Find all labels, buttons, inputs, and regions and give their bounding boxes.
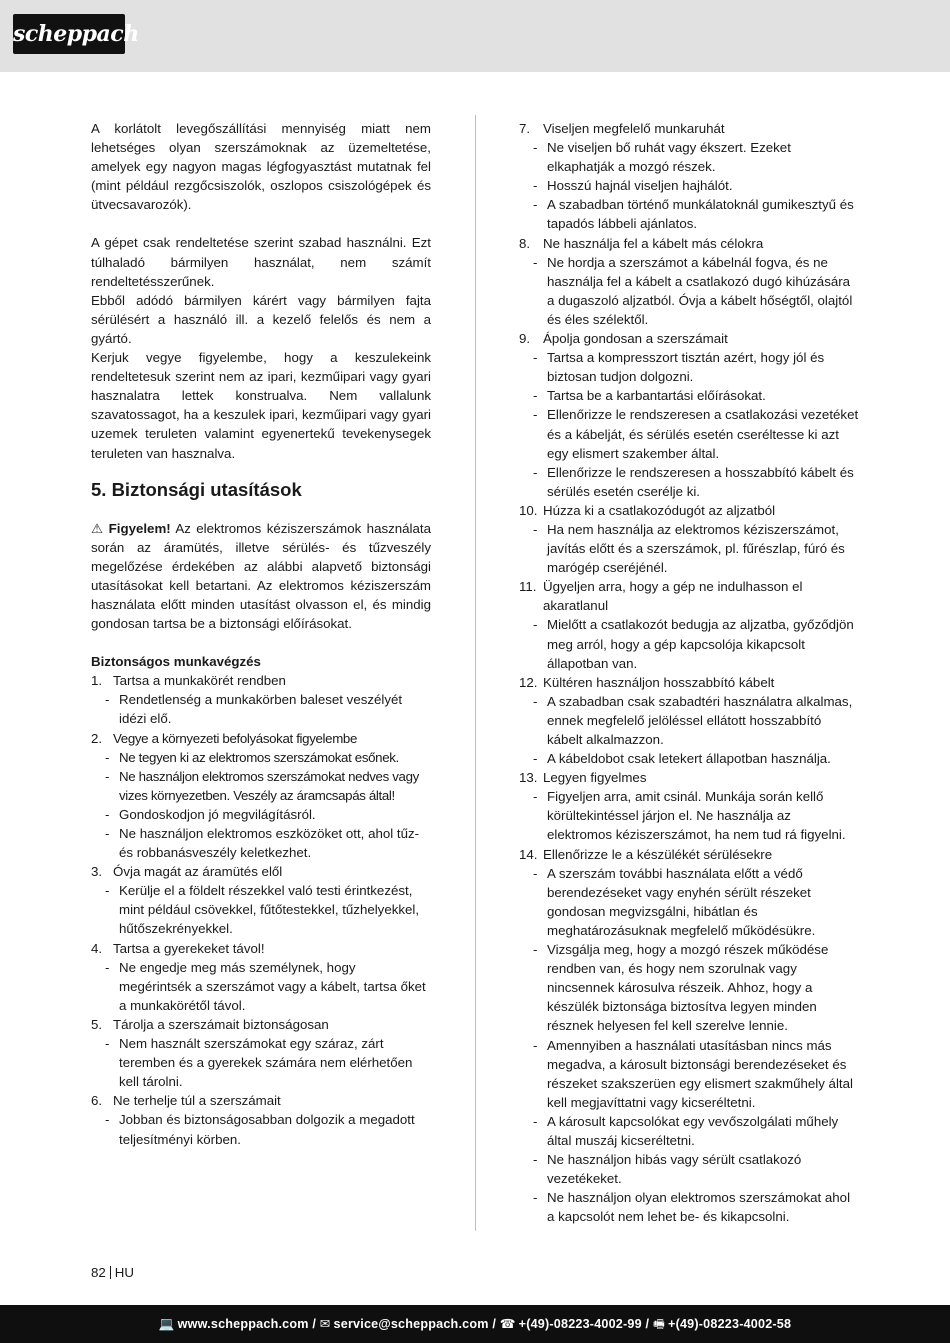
list-subitem: - Ne engedje meg más személynek, hogy megérintsék a szerszámot vagy a kábelt, tartsa őket a munkakörétől távol. [105,959,426,1013]
list-item: 10. Húzza ki a csatlakozódugót az aljzatból [519,502,776,518]
footer-bar: 💻 www.scheppach.com / ✉ service@scheppach.com / ☎ +(49)-08223-4002-99 / 🖷 +(49)-08223-4002-58 [0,1305,950,1343]
intro-paragraph-2: A gépet csak rendeltetése szerint szabad használni. Ezt túlhaladó bármilyen használat, nem számít rendeltetésszerűnek. [91,235,431,289]
page-number-value: 82 [91,1265,106,1280]
left-list [91,671,431,1148]
list-item: 3. Óvja magát az áramütés elől [91,864,283,880]
list-subitem: - A kábeldobot csak letekert állapotban használja. [533,751,831,767]
footer-fax: +(49)-08223-4002-58 [668,1317,792,1331]
list-subitem: - Nem használt szerszámokat egy száraz, zárt teremben és a gyerekek számára nem elérhetően kell tárolni. [105,1036,413,1090]
list-subitem: - A szerszám további használata előtt a védő berendezéseket vagy enyhén sérült részeket gondosan megvizsgálni, hibátlan és meghatározásuknak megfelelő működésükre. [533,865,816,938]
list-subitem: - Ha nem használja az elektromos kéziszerszámot, javítás előtt és a szerszámok, pl. fűrészlap, fúró és marógép cseréjénél. [533,521,845,576]
computer-icon: 💻 [158,1317,175,1331]
list-item: 11. Ügyeljen arra, hogy a gép ne indulhasson el akaratlanul [519,579,803,614]
list-item: 8. Ne használja fel a kábelt más célokra [519,235,764,251]
list-item: 2. Vegye a környezeti befolyásokat figyelembe [91,730,358,746]
list-subitem: - Gondoskodjon jó megvilágításról. [105,806,316,822]
section-title: 5. Biztonsági utasítások [91,478,302,500]
intro-paragraph-4: Kerjuk vegye figyelembe, hogy a keszulekeink rendeltetesuk szerint nem az ipari, kezműipari vagy gyari hasznalatra lettek konstrualva. Nem vallalunk szavatossagot, ha a keszulek ipari, kezműipari vagy gyari uzemek teruleten valamint egyenertekű tevekenysegek teruleten van hasznalva. [91,350,431,461]
warning-label: Figyelem! [108,520,171,536]
warning-paragraph [91,519,431,634]
list-subitem: - Ne tegyen ki az elektromos szerszámokat esőnek. [105,749,399,765]
footer-website[interactable]: www.scheppach.com [177,1317,309,1331]
list-subitem: - Ne használjon olyan elektromos szerszámokat ahol a kapcsolót nem lehet be- és kikapcsolni. [533,1190,851,1225]
list-subitem: - Kerülje el a földelt részekkel való testi érintkezést, mint például csövekkel, fűtőtestekkel, tűzhelyekkel, hűtőszekrényekkel. [105,883,420,937]
page-language: HU [114,1265,135,1280]
list-subitem: - Tartsa be a karbantartási előírásokat. [533,388,766,404]
header-band [0,0,950,72]
column-divider [475,115,476,1231]
list-subitem: - Vizsgálja meg, hogy a mozgó részek működése rendben van, és hogy nem szorulnak vagy nincsennek károsulva részeik. Ahhoz, hogy a készülék biztonsága biztosítva legyen minden résznek helyesen fel kell szerelve lennie. [533,942,829,1034]
list-subitem: - Amennyiben a használati utasításban nincs más megadva, a károsult biztonsági berendezéseket és részeket szakszerüen egy elismert szakműhely által kell megjavíttatni vagy kicseréltetni. [533,1037,853,1110]
list-item: 7. Viseljen megfelelő munkaruhát [519,121,725,136]
list-subitem: - Ne használjon elektromos szerszámokat nedves vagy vizes környezetben. Veszély az áramcsapás által! [105,768,419,803]
scheppach-logo: scheppach [13,14,125,54]
list-item: 5. Tárolja a szerszámait biztonságosan [91,1016,329,1032]
list-subitem: - Ne viseljen bő ruhát vagy ékszert. Ezeket elkaphatják a mozgó részek. [533,140,791,175]
list-subitem: - Ellenőrizze le rendszeresen a csatlakozási vezetéket és a kábelját, és sérülés esetén cseréltesse ki azt egy elismert szakember által. [533,407,859,461]
list-subitem: - Ellenőrizze le rendszeresen a hosszabbító kábelt és sérülés esetén cserélje ki. [533,464,854,499]
list-subitem: - Tartsa a kompresszort tisztán azért, hogy jól és biztosan tudjon dolgozni. [533,350,825,385]
list-subitem: - Figyeljen arra, amit csinál. Munkája során kellő körültekintéssel járjon el. Ne használja az elektromos kéziszerszámot, ha nem tud rá figyelni. [533,789,846,843]
list-subitem: - Ne hordja a szerszámot a kábelnál fogva, és ne használja fel a kábelt a csatlakozó dugó kihúzására a dugaszoló aljzatból. Óvja a kábelt hőségtől, olajtól és éles szélektől. [533,254,853,327]
list-item: 4. Tartsa a gyerekeket távol! [91,940,265,956]
list-item: 1. Tartsa a munkakörét rendben [91,673,286,689]
intro-paragraph-3: Ebből adódó bármilyen kárért vagy bármilyen fajta sérülésért a használó ill. a kezelő felelős és nem a gyártó. [91,292,431,346]
list-item: 13. Legyen figyelmes [519,770,647,786]
sub-heading: Biztonságos munkavégzés [91,654,261,670]
list-subitem: - A károsult kapcsolókat egy vevőszolgálati műhely által muszáj kicseréltetni. [533,1113,839,1148]
fax-icon: 🖷 [652,1317,666,1331]
page-separator [110,1266,111,1279]
page-number [91,1265,134,1280]
warning-icon: ⚠ [91,520,105,536]
list-subitem: - A szabadban csak szabadtéri használatra alkalmas, ennek megfelelő jelöléssel ellátott hosszabbító kábelt alkalmazzon. [533,693,853,747]
list-item: 12. Kültéren használjon hosszabbító kábelt [519,674,775,690]
left-column [91,119,431,1149]
footer-phone: +(49)-08223-4002-99 [518,1317,642,1331]
list-item: 6. Ne terhelje túl a szerszámait [91,1093,281,1109]
list-subitem: - A szabadban történő munkálatoknál gumikesztyű és tapadós lábbeli ajánlatos. [533,197,854,232]
list-subitem: - Rendetlenség a munkakörben baleset veszélyét idézi elő. [105,692,403,727]
intro-paragraph-1: A korlátolt levegőszállítási mennyiség miatt nem lehetséges olyan szerszámoknak az üzemeltetése, amelyek egy nagyon magas légfogyasztást mutatnak fel (mint például rezgőcsiszolók, oszlopos csiszológépek és ütvecsavarozók). [91,121,431,213]
list-subitem: - Mielőtt a csatlakozót bedugja az aljzatba, győződjön meg arról, hogy a gép kapcsolója kikapcsolt állapotban van. [533,617,854,671]
list-item: 9. Ápolja gondosan a szerszámait [519,331,728,347]
list-subitem: - Jobban és biztonságosabban dolgozik a megadott teljesítményi körben. [105,1112,415,1147]
list-item: 14. Ellenőrizze le a készülékét sérülésekre [519,846,773,862]
warning-text: Az elektromos kéziszerszámok használata során az áramütés, illetve sérülés- és tűzveszély megelőzése érdekében az alábbi alapvető biztonsági utasításokat kell betartani. Az elektromos kéziszerszám használata előtt minden utasítást olvasson el, és mindig gondosan tartsa be a biztonsági előírásokat. [91,520,431,632]
list-subitem: - Ne használjon hibás vagy sérült csatlakozó vezetékeket. [533,1152,802,1187]
list-subitem: - Ne használjon elektromos eszközöket ott, ahol tűz- és robbanásveszély keletkezhet. [105,826,420,861]
right-column [519,119,859,1226]
list-subitem: - Hosszú hajnál viseljen hajhálót. [533,178,733,194]
footer-email[interactable]: service@scheppach.com [333,1317,489,1331]
mail-icon: ✉ [319,1317,331,1331]
phone-icon: ☎ [499,1317,516,1331]
